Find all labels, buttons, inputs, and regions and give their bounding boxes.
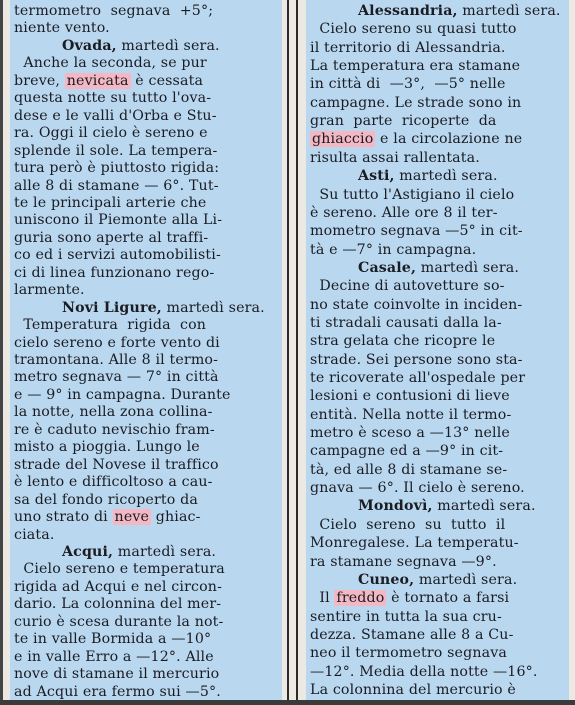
text-line <box>306 186 514 205</box>
text-line <box>10 177 219 196</box>
text-segment: è cessata <box>130 72 204 89</box>
text-line <box>10 246 221 265</box>
text-line <box>306 296 522 315</box>
text-line <box>10 421 215 440</box>
text-line <box>10 229 208 248</box>
text-segment: la notte, nella zona collina- <box>14 404 213 421</box>
left-edge-shadow <box>0 0 3 705</box>
dateline <box>306 2 561 21</box>
text-line <box>306 149 480 168</box>
text-line <box>306 442 503 461</box>
text-line <box>306 387 510 406</box>
text-line <box>10 159 219 178</box>
text-segment: tà, ed alle 8 di stamane se- <box>310 461 508 478</box>
text-segment: e la circolazione ne <box>375 131 523 148</box>
text-segment: strade. Sei persone sono sta- <box>310 351 523 368</box>
text-segment: stra gelata che ricopre le <box>310 333 496 350</box>
dateline <box>306 259 519 278</box>
highlighted-word: freddo <box>336 590 385 607</box>
text-segment: è lento e difficoltoso a cau- <box>14 474 213 491</box>
text-segment: campagne. Le strade sono in <box>310 94 522 111</box>
place-name: Novi Ligure, <box>62 299 162 316</box>
text-segment: e — 9° in campagna. Durante <box>14 386 231 403</box>
text-line <box>10 194 206 213</box>
text-segment: te le principali arterie che <box>14 194 207 211</box>
text-segment: cielo sereno e forte vento di <box>14 334 220 351</box>
text-line <box>10 89 211 108</box>
text-segment: è sereno. Alle ore 8 il ter- <box>310 204 498 221</box>
text-segment: Decine di autovetture so- <box>310 278 505 295</box>
text-segment: sentire in tutta la sua cru- <box>310 608 502 625</box>
text-segment: alle 8 di stamane — 6°. Tut- <box>14 177 219 194</box>
text-line <box>306 369 525 388</box>
text-line <box>306 644 507 663</box>
text-segment: La colonnina del mercurio è <box>310 681 516 698</box>
text-segment: metro segnava — 7° in città <box>14 369 219 386</box>
text-line <box>306 20 517 39</box>
text-segment: sa del fondo ricoperto da <box>14 491 198 508</box>
text-line <box>306 589 509 608</box>
text-segment: martedì sera. <box>113 543 217 560</box>
text-segment: ghiac- <box>151 509 201 526</box>
text-line <box>10 72 203 91</box>
dateline <box>306 497 536 516</box>
text-segment: martedì sera. <box>432 498 536 515</box>
text-segment: La temperatura era stamane <box>310 58 521 75</box>
text-line <box>10 107 217 126</box>
text-line <box>306 112 497 131</box>
text-line <box>10 334 220 353</box>
text-segment: Monregalese. La temperatu- <box>310 535 519 552</box>
text-segment: neo il termometro segnava <box>310 645 508 662</box>
text-segment: ad Acqui era fermo sui —5°. <box>14 683 221 700</box>
text-line <box>10 386 231 405</box>
text-segment: splende il sole. La tempera- <box>14 142 218 159</box>
text-line <box>10 648 214 667</box>
text-line <box>10 508 201 527</box>
text-segment: Cielo sereno e temperatura <box>14 561 225 578</box>
text-line <box>306 75 506 94</box>
place-name: Asti, <box>358 168 395 185</box>
text-segment: niente vento. <box>14 20 110 37</box>
text-line <box>10 560 225 579</box>
text-segment: dese e le valli d'Orba e Stu- <box>14 107 217 124</box>
text-line <box>306 351 523 370</box>
text-segment: guria sono aperte al traffi- <box>14 229 209 246</box>
text-segment: risulta assai rallentata. <box>310 149 480 166</box>
text-line <box>306 681 516 700</box>
text-segment: ra. Oggi il cielo è sereno e <box>14 125 208 142</box>
text-segment: rigida ad Acqui e nel circon- <box>14 578 223 595</box>
text-segment: gnava — 6°. Il cielo è sereno. <box>310 480 525 497</box>
left-column <box>10 0 282 705</box>
text-segment: Anche la seconda, se pur <box>14 55 207 72</box>
text-segment: uniscono il Piemonte alla Li- <box>14 212 223 229</box>
text-segment: questa notte su tutto l'ova- <box>14 90 212 107</box>
right-column <box>306 0 569 705</box>
text-line <box>10 368 219 387</box>
text-line <box>306 204 498 223</box>
text-segment: Il <box>310 590 335 607</box>
text-line <box>306 534 519 553</box>
text-segment: termometro segnava +5°; <box>14 3 214 19</box>
text-line <box>306 406 511 425</box>
text-segment: curio è scesa durante la not- <box>14 613 224 630</box>
column-rule <box>296 0 298 705</box>
text-segment: ci di linea funzionano rego- <box>14 264 215 281</box>
text-line <box>306 222 523 241</box>
text-segment: metro è sceso a —13° nelle <box>310 425 510 442</box>
text-line <box>10 54 207 73</box>
text-segment: campagne ed a —9° in cit- <box>310 443 504 460</box>
text-line <box>306 314 502 333</box>
text-segment: ra stamane segnava —9°. <box>310 553 497 570</box>
text-segment: misto a pioggia. Lungo le <box>14 439 200 456</box>
text-line <box>10 456 219 475</box>
text-line <box>306 130 522 149</box>
text-line <box>306 241 476 260</box>
text-line <box>10 491 198 510</box>
text-line <box>10 578 222 597</box>
text-line <box>10 438 200 457</box>
text-line <box>10 2 213 21</box>
text-segment: dario. La colonnina del mer- <box>14 596 222 613</box>
text-line <box>306 608 502 627</box>
text-segment: martedì sera. <box>457 3 561 19</box>
column-rule <box>287 0 289 705</box>
place-name: Casale, <box>358 259 417 276</box>
place-name: Mondovì, <box>358 498 433 515</box>
text-segment: tà e —7° in campagna. <box>310 241 477 258</box>
text-segment: uno strato di <box>14 509 113 526</box>
text-segment: te in valle Bormida a —10° <box>14 631 212 648</box>
place-name: Ovada, <box>62 37 117 54</box>
text-line <box>10 281 85 300</box>
highlighted-word: ghiaccio <box>312 131 374 148</box>
text-segment: re è caduto nevischio fram- <box>14 421 215 438</box>
text-segment: gran parte ricoperte da <box>310 113 497 130</box>
bottom-edge <box>0 700 575 705</box>
text-segment: Su tutto l'Astigiano il cielo <box>310 186 515 203</box>
text-line <box>306 663 538 682</box>
text-segment: ciata. <box>14 526 55 543</box>
text-line <box>306 94 521 113</box>
text-line <box>306 626 514 645</box>
text-segment: breve, <box>14 72 65 89</box>
dateline <box>306 167 498 186</box>
dateline <box>10 37 220 56</box>
text-line <box>10 124 208 143</box>
highlighted-word: nevicata <box>66 72 129 89</box>
place-name: Alessandria, <box>358 3 458 19</box>
text-line <box>10 473 213 492</box>
text-line <box>10 211 222 230</box>
text-segment: martedì sera. <box>116 37 220 54</box>
text-segment: mometro segnava —5° in cit- <box>310 223 523 240</box>
text-line <box>10 613 223 632</box>
text-segment: dezza. Stamane alle 8 a Cu- <box>310 626 514 643</box>
text-segment: tura però è piuttosto rigida: <box>14 160 220 177</box>
text-segment: martedì sera. <box>414 571 518 588</box>
highlighted-word: neve <box>114 509 150 526</box>
text-line <box>306 332 495 351</box>
text-line <box>10 264 214 283</box>
text-segment: martedì sera. <box>394 168 498 185</box>
text-segment: te ricoverate all'ospedale per <box>310 370 526 386</box>
text-line <box>306 424 510 443</box>
text-line <box>306 57 520 76</box>
text-segment: e in valle Erro a —12°. Alle <box>14 648 214 665</box>
text-segment: Temperatura rigida con <box>14 317 207 334</box>
text-segment: in città di —3°, —5° nelle <box>310 76 506 93</box>
text-segment: larmente. <box>14 282 85 299</box>
text-line <box>10 351 218 370</box>
text-line <box>10 683 221 702</box>
text-line <box>10 526 55 545</box>
place-name: Acqui, <box>62 543 114 560</box>
text-line <box>306 553 497 572</box>
text-segment: lesioni e contusioni di lieve <box>310 388 510 405</box>
dateline <box>306 571 517 590</box>
text-line <box>10 665 219 684</box>
text-line <box>10 403 213 422</box>
text-segment: martedì sera. <box>161 299 265 316</box>
dateline <box>10 543 216 562</box>
text-segment: no state coinvolte in inciden- <box>310 296 523 313</box>
place-name: Cuneo, <box>358 571 415 588</box>
text-line <box>306 277 505 296</box>
text-line <box>306 39 506 58</box>
dateline <box>10 299 265 318</box>
text-line <box>10 19 110 38</box>
text-segment: è tornato a farsi <box>386 590 510 607</box>
text-segment: Cielo sereno su tutto il <box>310 516 506 533</box>
text-segment: —12°. Media della notte —16°. <box>310 663 538 680</box>
text-segment: tramontana. Alle 8 il termo- <box>14 352 219 368</box>
text-segment: nove di stamane il mercurio <box>14 666 220 683</box>
text-line <box>10 630 211 649</box>
text-line <box>10 595 221 614</box>
text-segment: il territorio di Alessandria. <box>310 39 506 56</box>
text-line <box>306 516 505 535</box>
text-segment: co ed i servizi automobilisti- <box>14 247 221 264</box>
text-segment: martedì sera. <box>416 259 520 276</box>
text-segment: strade del Novese il traffico <box>14 456 219 473</box>
text-segment: Cielo sereno su quasi tutto <box>310 21 517 38</box>
text-line <box>10 316 206 335</box>
text-line <box>10 142 217 161</box>
text-line <box>306 479 525 498</box>
text-segment: ti stradali causati dalla la- <box>310 314 502 331</box>
text-line <box>306 461 507 480</box>
text-segment: entità. Nella notte il termo- <box>310 406 512 423</box>
